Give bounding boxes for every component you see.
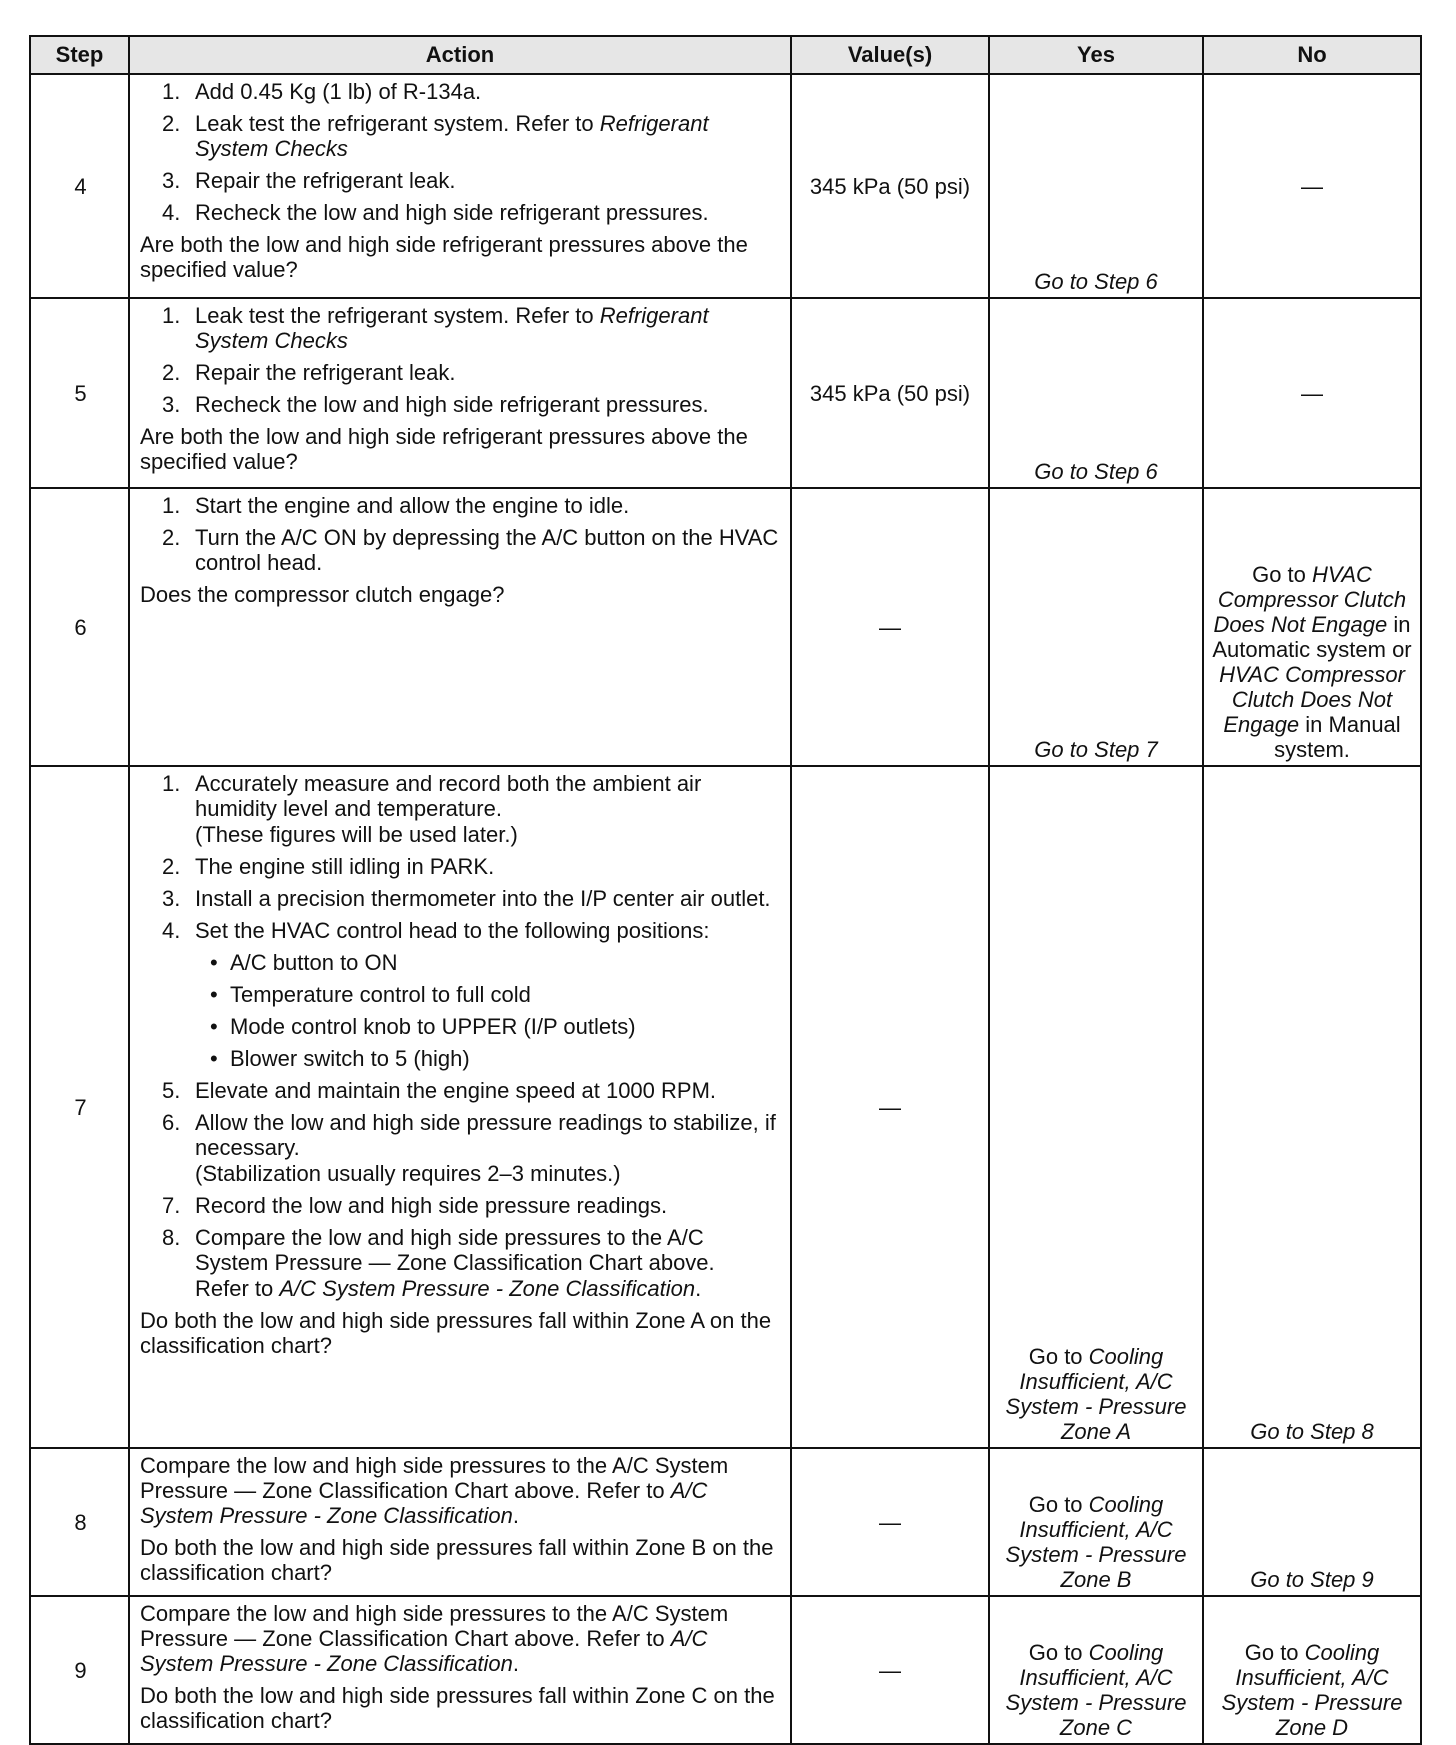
list-item: 5. Elevate and maintain the engine speed at 1000 RPM. [162,1078,717,1103]
question-text: Does the compressor clutch engage? [140,582,505,607]
list-item: 2. Turn the A/C ON by depressing the A/C button on the HVAC control head. [162,525,779,575]
list-item: 4. Recheck the low and high side refrigerant pressures. [162,200,709,225]
no-cell: Go to HVAC Compressor Clutch Does Not Engage in Automatic system or HVAC Compressor Clutch Does Not Engage in Manual system. [1203,488,1421,766]
action-cell [129,1448,791,1596]
table-row [30,74,1421,298]
list-note: Refer to A/C System Pressure - Zone Classification. [195,1276,702,1301]
question-text: Are both the low and high side refrigerant pressures above the specified value? [140,424,748,474]
header-yes: Yes [989,36,1203,74]
value-cell: — [791,766,989,1448]
step-number: 4 [30,74,129,298]
list-note: (Stabilization usually requires 2–3 minutes.) [195,1161,621,1186]
list-item: 1. Start the engine and allow the engine to idle. [162,493,630,518]
table-row [30,298,1421,488]
list-item: 4. Set the HVAC control head to the following positions: [162,918,710,943]
no-cell: Go to Cooling Insufficient, A/C System - Pressure Zone D [1203,1596,1421,1744]
table-row [30,488,1421,766]
step-number: 9 [30,1596,129,1744]
question-text: Do both the low and high side pressures fall within Zone A on the classification chart? [140,1308,772,1358]
question-text: Do both the low and high side pressures fall within Zone B on the classification chart? [140,1535,774,1585]
list-item: 2. Leak test the refrigerant system. Refer to Refrigerant System Checks [162,111,709,161]
header-no: No [1203,36,1421,74]
value-cell: — [791,488,989,766]
action-cell [129,1596,791,1744]
value-cell: 345 kPa (50 psi) [791,74,989,298]
list-item: 3. Recheck the low and high side refrigerant pressures. [162,392,709,417]
list-item: 1. Add 0.45 Kg (1 lb) of R-134a. [162,79,482,104]
step-number: 6 [30,488,129,766]
diagnostic-table [29,35,1422,1745]
header-row [30,36,1421,74]
yes-cell: Go to Cooling Insufficient, A/C System - Pressure Zone A [989,766,1203,1448]
step-number: 5 [30,298,129,488]
list-note: (These figures will be used later.) [195,822,518,847]
list-item: 1. Leak test the refrigerant system. Refer to Refrigerant System Checks [162,303,709,353]
list-item: 8. Compare the low and high side pressures to the A/C System Pressure — Zone Classification Chart above. [162,1225,715,1275]
question-text: Are both the low and high side refrigerant pressures above the specified value? [140,232,748,282]
no-cell: Go to Step 9 [1203,1448,1421,1596]
action-cell [129,766,791,1448]
header-step: Step [30,36,129,74]
yes-cell: Go to Step 6 [989,298,1203,488]
action-cell [129,74,791,298]
step-number: 8 [30,1448,129,1596]
no-cell: — [1203,298,1421,488]
action-cell [129,488,791,766]
no-cell: — [1203,74,1421,298]
header-values: Value(s) [791,36,989,74]
bullet-item: • Temperature control to full cold [210,982,531,1007]
question-text: Do both the low and high side pressures fall within Zone C on the classification chart? [140,1683,775,1733]
yes-cell: Go to Step 7 [989,488,1203,766]
step-number: 7 [30,766,129,1448]
list-item: 3. Install a precision thermometer into the I/P center air outlet. [162,886,771,911]
yes-cell: Go to Step 6 [989,74,1203,298]
list-item: 2. The engine still idling in PARK. [162,854,495,879]
action-cell [129,298,791,488]
list-item: 1. Accurately measure and record both the ambient air humidity level and temperature. [162,771,702,821]
action-text: Compare the low and high side pressures to the A/C System Pressure — Zone Classification Chart above. Refer to A/C System Pressure - Zone Classification. [140,1601,729,1676]
value-cell: — [791,1596,989,1744]
list-item: 3. Repair the refrigerant leak. [162,168,456,193]
bullet-item: • Mode control knob to UPPER (I/P outlets) [210,1014,636,1039]
table-row [30,766,1421,1448]
list-item: 2. Repair the refrigerant leak. [162,360,456,385]
bullet-item: • A/C button to ON [210,950,398,975]
value-cell: — [791,1448,989,1596]
yes-cell: Go to Cooling Insufficient, A/C System - Pressure Zone B [989,1448,1203,1596]
no-cell: Go to Step 8 [1203,766,1421,1448]
list-item: 7. Record the low and high side pressure readings. [162,1193,668,1218]
bullet-item: • Blower switch to 5 (high) [210,1046,470,1071]
yes-cell: Go to Cooling Insufficient, A/C System - Pressure Zone C [989,1596,1203,1744]
table-row [30,1596,1421,1744]
value-cell: 345 kPa (50 psi) [791,298,989,488]
action-text: Compare the low and high side pressures to the A/C System Pressure — Zone Classification Chart above. Refer to A/C System Pressure - Zone Classification. [140,1453,729,1528]
list-item: 6. Allow the low and high side pressure readings to stabilize, if necessary. [162,1110,776,1160]
table-row [30,1448,1421,1596]
header-action: Action [129,36,791,74]
